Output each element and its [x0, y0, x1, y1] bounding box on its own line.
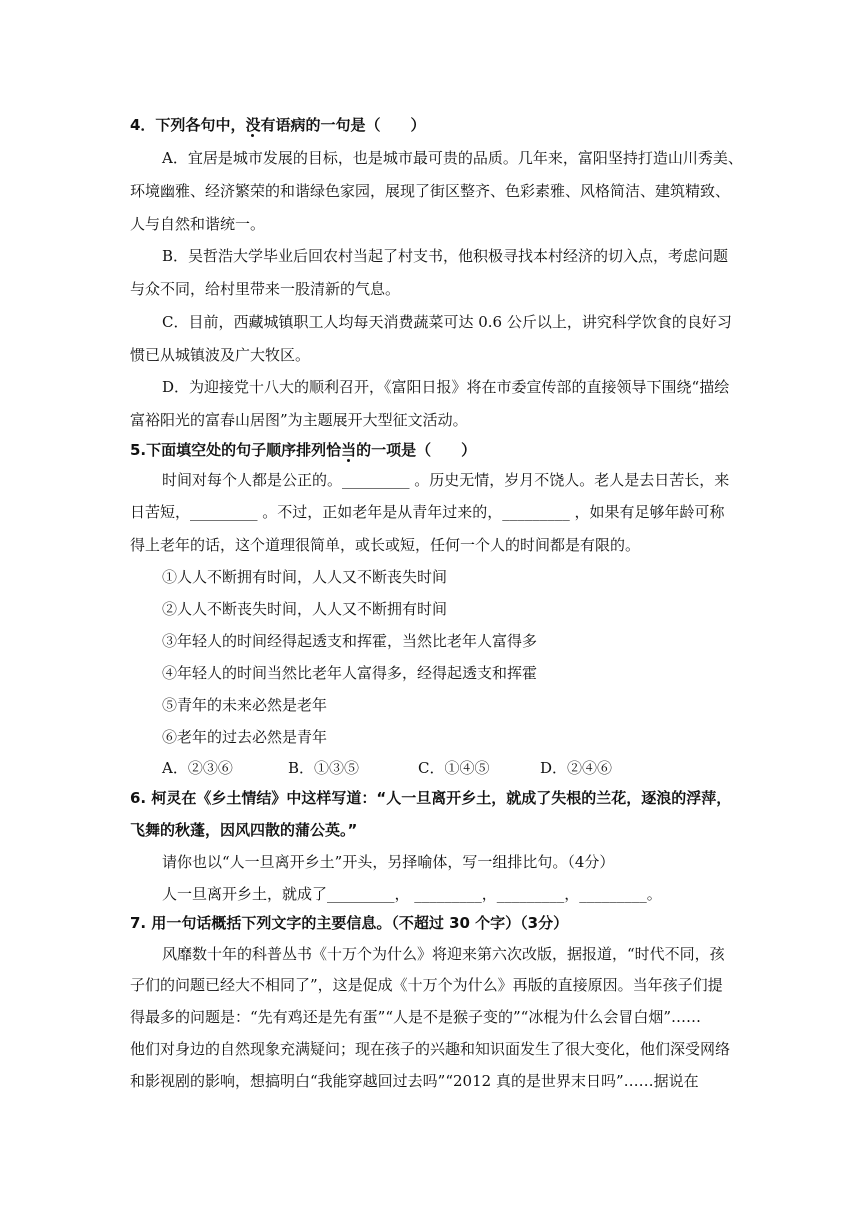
question-4-stem-part: 4．下列各句中， — [130, 116, 246, 134]
question-6-answer-line: 人一旦离开乡土，就成了_________， _________，_________，_________。 — [162, 885, 662, 903]
choice-d: D．②④⑥ — [540, 759, 613, 777]
option-a-line: A．宜居是城市发展的目标，也是城市最可贵的品质。几年来，富阳坚持打造山川秀美、 — [162, 149, 743, 167]
sequence-item: ③年轻人的时间经得起透支和挥霍，当然比老年人富得多 — [162, 632, 538, 650]
passage-line: 得上老年的话，这个道理很简单，或长或短，任何一个人的时间都是有限的。 — [130, 536, 641, 554]
question-4-stem-part: 有语病的一句是（ ） — [260, 116, 426, 134]
choice-c: C．①④⑤ — [418, 759, 490, 777]
choice-a: A．②③⑥ — [162, 759, 233, 777]
passage-line: 日苦短，_________ 。不过，正如老年是从青年过来的，_________ ，如果有足够年龄可称 — [130, 503, 725, 521]
question-4-stem — [130, 115, 425, 135]
option-d-line: 富裕阳光的富春山居图”为主题展开大型征文活动。 — [130, 411, 468, 429]
sequence-item: ①人人不断拥有时间，人人又不断丧失时间 — [162, 568, 448, 586]
passage-line: 和影视剧的影响，想搞明白“我能穿越回过去吗”“2012 真的是世界末日吗”……据说在 — [130, 1072, 699, 1090]
question-5-stem-part: 的一项是（ ） — [356, 441, 477, 459]
passage-line: 风靡数十年的科普丛书《十万个为什么》将迎来第六次改版，据报道，“时代不同，孩 — [162, 945, 725, 963]
option-c-line: 惯已从城镇波及广大牧区。 — [130, 346, 311, 364]
option-a-line: 人与自然和谐统一。 — [130, 215, 266, 233]
option-d-line: D．为迎接党十八大的顺利召开，《富阳日报》将在市委宣传部的直接领导下围绕“描绘 — [162, 378, 730, 396]
question-6-prompt: 请你也以“人一旦离开乡土”开头，另择喻体，写一组排比句。（4分） — [162, 853, 615, 871]
question-7-stem: 7. 用一句话概括下列文字的主要信息。（不超过 30 个字）（3分） — [130, 914, 569, 932]
question-6-stem: 6. 柯灵在《乡土情结》中这样写道：“人一旦离开乡土，就成了失根的兰花，逐浪的浮萍， — [130, 789, 732, 807]
emphasis-dot-char: 当 — [341, 441, 357, 459]
sequence-item: ⑤青年的未来必然是老年 — [162, 696, 328, 714]
sequence-item: ⑥老年的过去必然是青年 — [162, 728, 328, 746]
option-a-line: 环境幽雅、经济繁荣的和谐绿色家园，展现了街区整齐、色彩素雅、风格简洁、建筑精致、 — [130, 182, 731, 200]
option-b-line: B．吴哲浩大学毕业后回农村当起了村支书，他积极寻找本村经济的切入点，考虑问题 — [162, 247, 729, 265]
emphasis-dot-char: 没 — [245, 116, 261, 134]
question-5-stem — [130, 440, 476, 460]
question-5-stem-part: 5.下面填空处的句子顺序排列恰 — [130, 441, 342, 459]
option-c-line: C．目前，西藏城镇职工人均每天消费蔬菜可达 0.6 公斤以上，讲究科学饮食的良好习 — [162, 313, 732, 331]
passage-line: 得最多的问题是：“先有鸡还是先有蛋”“人是不是猴子变的”“冰棍为什么会冒白烟”…… — [130, 1008, 702, 1026]
passage-line: 时间对每个人都是公正的。_________ 。历史无情，岁月不饶人。老人是去日苦长，来 — [162, 471, 730, 489]
passage-line: 子们的问题已经大不相同了”，这是促成《十万个为什么》再版的直接原因。当年孩子们提 — [130, 976, 723, 994]
sequence-item: ②人人不断丧失时间，人人又不断拥有时间 — [162, 600, 448, 618]
choice-b: B．①③⑤ — [288, 759, 360, 777]
sequence-item: ④年轻人的时间当然比老年人富得多，经得起透支和挥霍 — [162, 664, 538, 682]
option-b-line: 与众不同，给村里带来一股清新的气息。 — [130, 280, 401, 298]
question-6-stem: 飞舞的秋蓬，因风四散的蒲公英。” — [130, 821, 358, 839]
passage-line: 他们对身边的自然现象充满疑问；现在孩子的兴趣和知识面发生了很大变化，他们深受网络 — [130, 1040, 731, 1058]
